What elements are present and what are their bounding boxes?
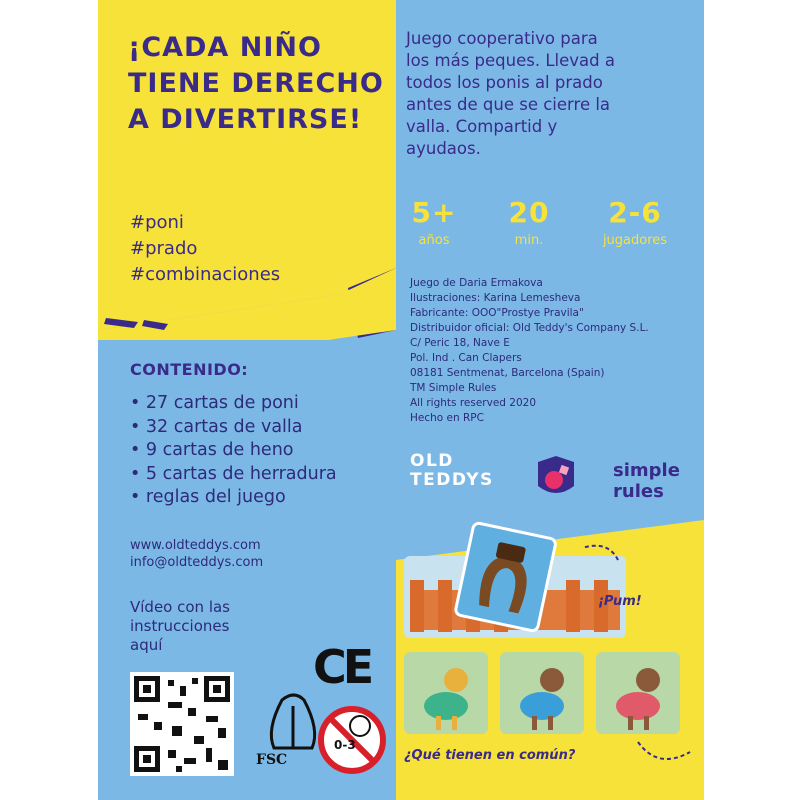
headline <box>128 30 388 138</box>
contents-list <box>130 392 337 510</box>
credit-line: Distribuidor oficial: Old Teddy's Company S.L. <box>410 322 649 334</box>
fsc-label: FSC <box>256 752 288 768</box>
logo-line: simple <box>613 460 680 481</box>
contents-title: CONTENIDO: <box>130 360 249 379</box>
logo-line: TEDDYS <box>410 470 494 490</box>
logo-line: OLD <box>410 451 454 471</box>
hashtag: #combinaciones <box>130 264 281 285</box>
ce-mark: CE <box>313 640 371 694</box>
description-line: Juego cooperativo para <box>406 29 598 48</box>
description-line: todos los ponis al prado <box>406 73 603 92</box>
simple-rules-logo <box>613 460 680 502</box>
list-item: • 5 cartas de herradura <box>130 463 337 487</box>
list-item: • 32 cartas de valla <box>130 416 337 440</box>
stat-time <box>494 196 564 248</box>
credit-line: Pol. Ind . Can Clapers <box>410 352 522 364</box>
credits <box>410 276 649 426</box>
hashtag: #poni <box>130 212 184 233</box>
description-line: antes de que se cierre la <box>406 95 611 114</box>
simple-rules-icon <box>534 456 578 500</box>
list-item: • 9 cartas de heno <box>130 439 337 463</box>
website-link[interactable]: www.oldteddys.com <box>130 538 261 553</box>
hashtag: #prado <box>130 238 198 259</box>
stat-players <box>590 196 680 248</box>
fsc-tree-icon <box>271 695 314 748</box>
stat-value: 5+ <box>411 196 457 229</box>
product-back-panel <box>98 0 704 800</box>
credit-line: All rights reserved 2020 <box>410 397 537 409</box>
video-line: instrucciones <box>130 617 230 635</box>
credit-line: Ilustraciones: Karina Lemesheva <box>410 292 581 304</box>
headline-line: ¡CADA NIÑO <box>128 32 322 63</box>
credit-line: Juego de Daria Ermakova <box>410 277 543 289</box>
headline-line: TIENE DERECHO <box>128 68 384 99</box>
horseshoe-card <box>455 522 557 631</box>
list-item: • 27 cartas de poni <box>130 392 337 416</box>
description-line: ayudaos. <box>406 139 481 158</box>
hashtags <box>130 210 280 288</box>
question-caption: ¿Qué tienen en común? <box>404 748 576 763</box>
headline-line: A DIVERTIRSE! <box>128 104 363 135</box>
stat-label: jugadores <box>602 233 668 248</box>
stat-label: años <box>418 233 450 248</box>
logo-line: rules <box>613 481 664 502</box>
video-line: Vídeo con las <box>130 598 230 616</box>
list-item: • reglas del juego <box>130 486 337 510</box>
stat-age <box>404 196 464 248</box>
contact-info <box>130 537 263 571</box>
stat-value: 2-6 <box>608 196 662 229</box>
video-instructions <box>130 598 270 655</box>
stat-label: min. <box>514 233 544 248</box>
credit-line: TM Simple Rules <box>410 382 497 394</box>
old-teddys-logo <box>410 452 494 490</box>
credit-line: Hecho en RPC <box>410 412 484 424</box>
age-warning-label: 0-3 <box>334 738 356 752</box>
credit-line: C/ Peric 18, Nave E <box>410 337 510 349</box>
video-line: aquí <box>130 636 163 654</box>
credit-line: Fabricante: OOO"Prostye Pravila" <box>410 307 584 319</box>
email-link[interactable]: info@oldteddys.com <box>130 555 264 570</box>
qr-code <box>130 672 234 776</box>
description-line: valla. Compartid y <box>406 117 558 136</box>
description-line: los más peques. Llevad a <box>406 51 615 70</box>
game-description <box>406 28 688 160</box>
stat-value: 20 <box>508 196 550 229</box>
credit-line: 08181 Sentmenat, Barcelona (Spain) <box>410 367 605 379</box>
pum-caption: ¡Pum! <box>598 594 642 609</box>
